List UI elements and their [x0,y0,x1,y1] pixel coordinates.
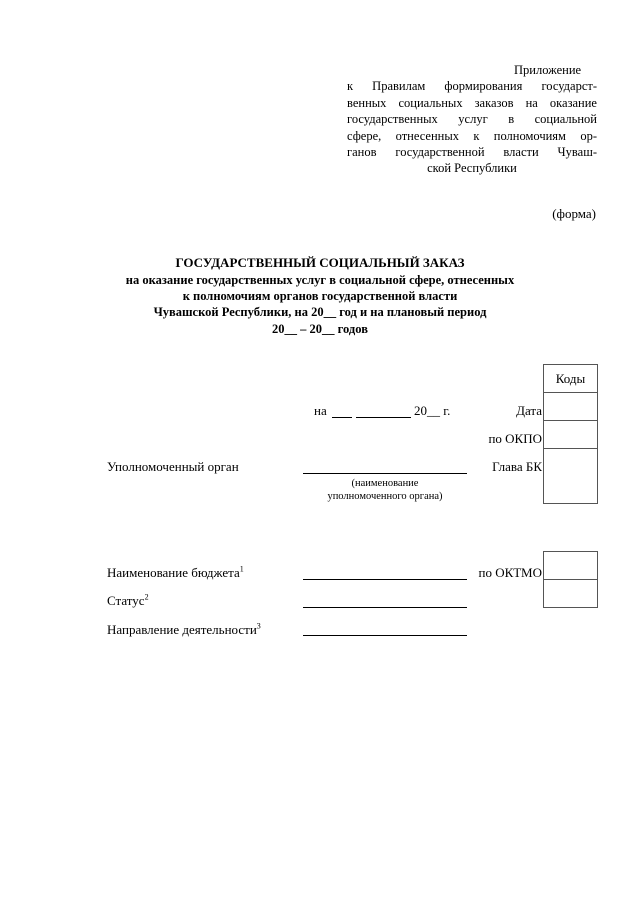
oktmo-codes-table [543,551,598,608]
okpo-label: по ОКПО [488,431,542,446]
appendix-block [347,62,597,177]
document-title: ГОСУДАРСТВЕННЫЙ СОЦИАЛЬНЫЙ ЗАКАЗ [175,255,465,270]
date-code-cell[interactable] [544,393,598,421]
authority-label: Уполномоченный орган [107,459,239,474]
authority-hint-1: (наименование [351,478,419,489]
status-footnote: 2 [144,592,149,602]
direction-footnote: 3 [256,621,261,631]
date-prefix: на [314,403,327,418]
title-line-4: Чувашской Республики, на 20__ год и на плановый период [153,305,487,319]
date-suffix: 20__ г. [414,403,451,418]
authority-hint-2: уполномоченного органа) [327,491,443,502]
authority-field[interactable] [303,473,467,474]
direction-field[interactable] [303,635,467,636]
direction-label: Направление деятельности [107,622,257,637]
glava-bk-code-cell[interactable] [544,449,598,504]
appendix-line-5: ганов государственной власти Чуваш- [347,145,597,160]
okpo-code-cell[interactable] [544,421,598,449]
appendix-line-3: государственных услуг в социальной [347,112,597,127]
glava-bk-label: Глава БК [492,459,542,474]
date-month-field[interactable] [356,417,411,418]
budget-footnote: 1 [239,564,244,574]
date-label: Дата [516,403,542,418]
appendix-heading: Приложение [514,63,582,77]
status-label: Статус [107,593,145,608]
status-label-wrap [107,593,149,609]
status-code-cell[interactable] [544,580,598,608]
date-day-field[interactable] [332,417,352,418]
appendix-line-1: к Правилам формирования государст- [347,79,597,94]
oktmo-code-cell[interactable] [544,552,598,580]
codes-header: Коды [544,365,598,393]
appendix-line-6: ской Республики [427,161,517,176]
codes-table [543,364,598,504]
direction-label-wrap [107,622,261,638]
status-field[interactable] [303,607,467,608]
budget-label: Наименование бюджета [107,565,240,580]
appendix-line-2: венных социальных заказов на оказание [347,95,597,110]
budget-label-wrap [107,565,244,581]
title-line-3: к полномочиям органов государственной власти [182,289,458,303]
budget-field[interactable] [303,579,467,580]
forma-label: (форма) [552,206,596,221]
appendix-line-4: сфере, отнесенных к полномочиям ор- [347,128,597,143]
title-line-2: на оказание государственных услуг в социальной сфере, отнесенных [125,273,515,287]
title-line-5: 20__ – 20__ годов [272,322,368,336]
oktmo-label: по ОКТМО [478,565,542,580]
